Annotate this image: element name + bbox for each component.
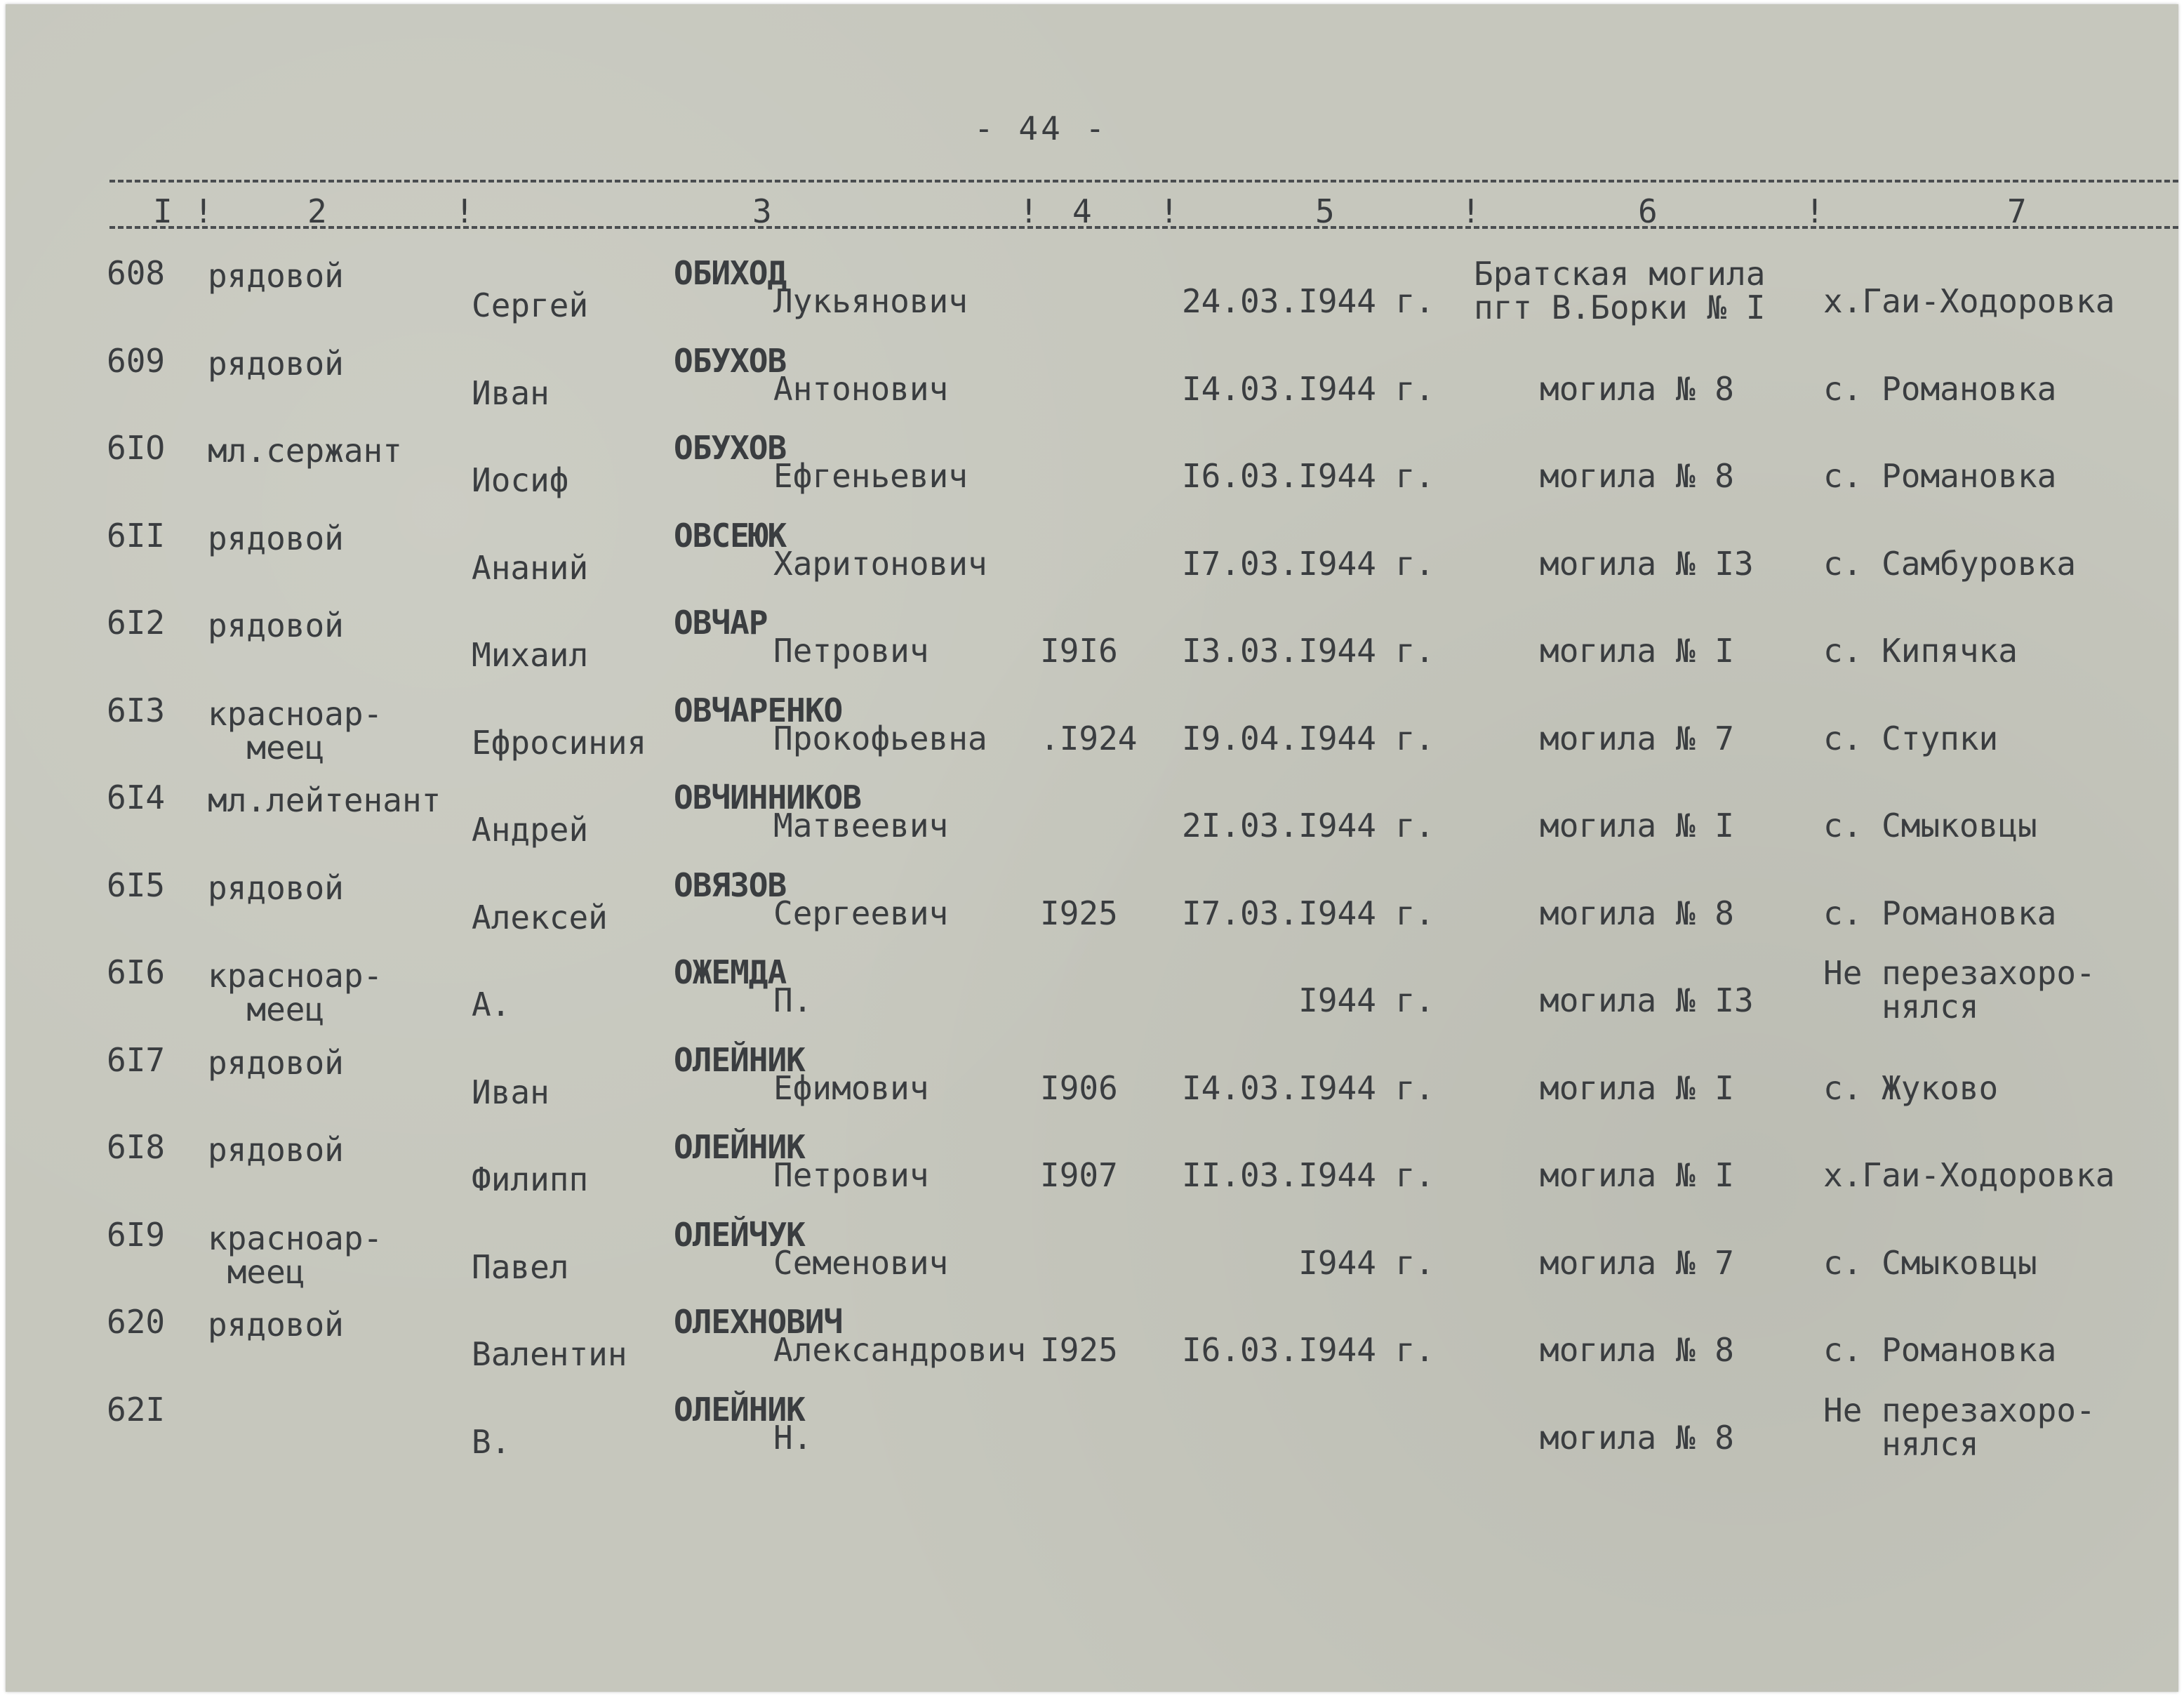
first-name: Андрей [472, 811, 589, 849]
military-rank: рядовой [208, 1131, 344, 1169]
surname: ОВСЕЮК [674, 516, 787, 555]
military-rank: мл.сержант [208, 432, 402, 470]
settlement: Не перезахоро- нялся [1823, 954, 2096, 1026]
surname: ОЛЕХНОВИЧ [674, 1303, 843, 1341]
settlement: Не перезахоро- нялся [1823, 1391, 2096, 1463]
death-date: I4.03.I944 г. [1181, 1068, 1434, 1107]
death-date: I944 г. [1298, 981, 1434, 1019]
first-name: В. [472, 1422, 511, 1461]
surname: ОВЧИННИКОВ [674, 779, 861, 816]
table-top-rule [109, 180, 2178, 183]
patronymic: Ефимович [773, 1068, 929, 1107]
surname: ОВЯЗОВ [674, 866, 787, 904]
burial-place: могила № 8 [1540, 369, 1734, 408]
table-row [6, 254, 2178, 344]
settlement: с. Романовка [1823, 894, 2057, 932]
burial-place: могила № 8 [1540, 1418, 1734, 1457]
record-number: 609 [107, 341, 166, 380]
column-separator: ! [455, 192, 474, 230]
table-row [6, 1390, 2178, 1480]
military-rank: рядовой [208, 1043, 344, 1082]
settlement: с. Кипячка [1823, 632, 2018, 670]
column-separator: ! [1159, 192, 1179, 230]
settlement: х.Гаи-Ходоровка [1823, 1156, 2115, 1194]
record-number: 6I9 [107, 1215, 166, 1254]
settlement: с. Романовка [1823, 1331, 2057, 1369]
first-name: Валентин [472, 1335, 627, 1373]
column-separator: ! [1019, 192, 1039, 230]
surname: ОБИХОД [674, 254, 787, 292]
surname: ОЛЕЙНИК [674, 1128, 805, 1166]
table-row [6, 1303, 2178, 1393]
death-date: I3.03.I944 г. [1181, 632, 1434, 670]
settlement: с. Ступки [1823, 719, 1999, 757]
first-name: Филипп [472, 1160, 589, 1198]
first-name: Алексей [472, 898, 608, 936]
table-row [6, 604, 2178, 694]
patronymic: Н. [773, 1418, 813, 1457]
table-row [6, 866, 2178, 956]
column-header-5: 5 [1315, 192, 1335, 230]
first-name: Иосиф [472, 461, 569, 499]
column-header-4: 4 [1072, 192, 1092, 230]
table-row [6, 1040, 2178, 1131]
death-date: I9.04.I944 г. [1181, 719, 1434, 757]
birth-year: I925 [1040, 894, 1118, 932]
record-number: 6I7 [107, 1040, 166, 1079]
military-rank: рядовой [208, 344, 344, 383]
table-row [6, 953, 2178, 1043]
patronymic: Семенович [773, 1243, 949, 1282]
death-date: I6.03.I944 г. [1181, 1331, 1434, 1369]
table-row [6, 1128, 2178, 1218]
birth-year: I925 [1040, 1331, 1118, 1369]
record-number: 6I3 [107, 691, 166, 729]
first-name: Иван [472, 1073, 550, 1111]
column-header-1: I [153, 192, 173, 230]
surname: ОВЧАР [674, 604, 768, 642]
surname: ОЖЕМДА [674, 953, 787, 991]
patronymic: Петрович [773, 1156, 929, 1194]
first-name: А. [472, 986, 511, 1023]
patronymic: Матвеевич [773, 807, 949, 844]
military-rank: рядовой [208, 519, 344, 557]
first-name: Михаил [472, 636, 589, 674]
patronymic: Лукьянович [773, 282, 968, 320]
column-separator: ! [1461, 192, 1481, 230]
surname: ОЛЕЙНИК [674, 1390, 805, 1429]
record-number: 6I8 [107, 1128, 166, 1166]
record-number: 6I2 [107, 604, 166, 642]
table-header-rule [109, 226, 2178, 229]
record-number: 6I6 [107, 953, 166, 991]
patronymic: П. [773, 981, 813, 1019]
settlement: с. Смыковцы [1823, 807, 2037, 844]
record-number: 62I [107, 1390, 166, 1429]
patronymic: Петрович [773, 632, 929, 670]
burial-place: могила № 7 [1540, 719, 1734, 757]
death-date: 2I.03.I944 г. [1181, 807, 1434, 844]
burial-place: могила № I3 [1540, 981, 1754, 1019]
surname: ОВЧАРЕНКО [674, 691, 843, 729]
surname: ОБУХОВ [674, 341, 787, 380]
military-rank: красноар- меец [208, 957, 383, 1028]
settlement: с. Самбуровка [1823, 544, 2077, 583]
death-date: I944 г. [1298, 1243, 1434, 1282]
military-rank: рядовой [208, 257, 344, 295]
death-date: I6.03.I944 г. [1181, 457, 1434, 495]
table-row [6, 1215, 2178, 1306]
burial-place: могила № I [1540, 1068, 1734, 1107]
military-rank: красноар- меец [208, 1219, 383, 1291]
burial-place: могила № I [1540, 632, 1734, 670]
death-date: I7.03.I944 г. [1181, 894, 1434, 932]
patronymic: Сергеевич [773, 894, 949, 932]
first-name: Ефросиния [472, 723, 647, 762]
surname: ОЛЕЙЧУК [674, 1215, 805, 1254]
patronymic: Антонович [773, 369, 949, 408]
death-date: II.03.I944 г. [1181, 1156, 1434, 1194]
column-header-3: 3 [752, 192, 772, 230]
birth-year: I906 [1040, 1068, 1118, 1107]
burial-place: могила № 7 [1540, 1243, 1734, 1282]
column-header-6: 6 [1638, 192, 1658, 230]
settlement: с. Романовка [1823, 457, 2057, 495]
settlement: х.Гаи-Ходоровка [1823, 282, 2115, 320]
death-date: I7.03.I944 г. [1181, 544, 1434, 583]
table-row [6, 516, 2178, 607]
settlement: с. Романовка [1823, 369, 2057, 408]
birth-year: I907 [1040, 1156, 1118, 1194]
patronymic: Ефгеньевич [773, 457, 968, 495]
record-number: 6I4 [107, 779, 166, 816]
table-row [6, 429, 2178, 519]
military-rank: рядовой [208, 1306, 344, 1344]
table-row [6, 691, 2178, 781]
table-row [6, 341, 2178, 432]
surname: ОБУХОВ [674, 429, 787, 467]
first-name: Ананий [472, 548, 589, 587]
record-number: 608 [107, 254, 166, 292]
column-header-2: 2 [307, 192, 327, 230]
column-separator: ! [194, 192, 213, 230]
first-name: Павел [472, 1247, 569, 1286]
record-number: 6ІО [107, 429, 166, 467]
first-name: Сергей [472, 286, 589, 324]
patronymic: Харитонович [773, 544, 987, 583]
military-rank: рядовой [208, 607, 344, 644]
burial-place: могила № 8 [1540, 1331, 1734, 1369]
military-rank: красноар- меец [208, 694, 383, 767]
first-name: Иван [472, 373, 550, 412]
document-page [6, 4, 2178, 1692]
record-number: 6II [107, 516, 166, 555]
burial-place: могила № I3 [1540, 544, 1754, 583]
burial-place: могила № 8 [1540, 894, 1734, 932]
column-separator: ! [1805, 192, 1825, 230]
burial-place: Братская могила пгт В.Борки № I [1474, 255, 1766, 326]
column-header-7: 7 [2007, 192, 2027, 230]
death-date: I4.03.I944 г. [1181, 369, 1434, 408]
record-number: 620 [107, 1303, 166, 1341]
settlement: с. Смыковцы [1823, 1243, 2037, 1282]
record-number: 6I5 [107, 866, 166, 904]
patronymic: Александрович [773, 1331, 1027, 1369]
burial-place: могила № I [1540, 807, 1734, 844]
settlement: с. Жуково [1823, 1068, 1999, 1107]
patronymic: Прокофьевна [773, 719, 987, 757]
burial-place: могила № I [1540, 1156, 1734, 1194]
page-number: - 44 - [974, 110, 1108, 147]
surname: ОЛЕЙНИК [674, 1040, 805, 1079]
table-row [6, 781, 2178, 868]
birth-year: I9I6 [1040, 632, 1118, 670]
military-rank: рядовой [208, 868, 344, 907]
military-rank: мл.лейтенант [208, 781, 441, 819]
birth-year: .I924 [1040, 719, 1138, 757]
burial-place: могила № 8 [1540, 457, 1734, 495]
death-date: 24.03.I944 г. [1181, 282, 1434, 320]
